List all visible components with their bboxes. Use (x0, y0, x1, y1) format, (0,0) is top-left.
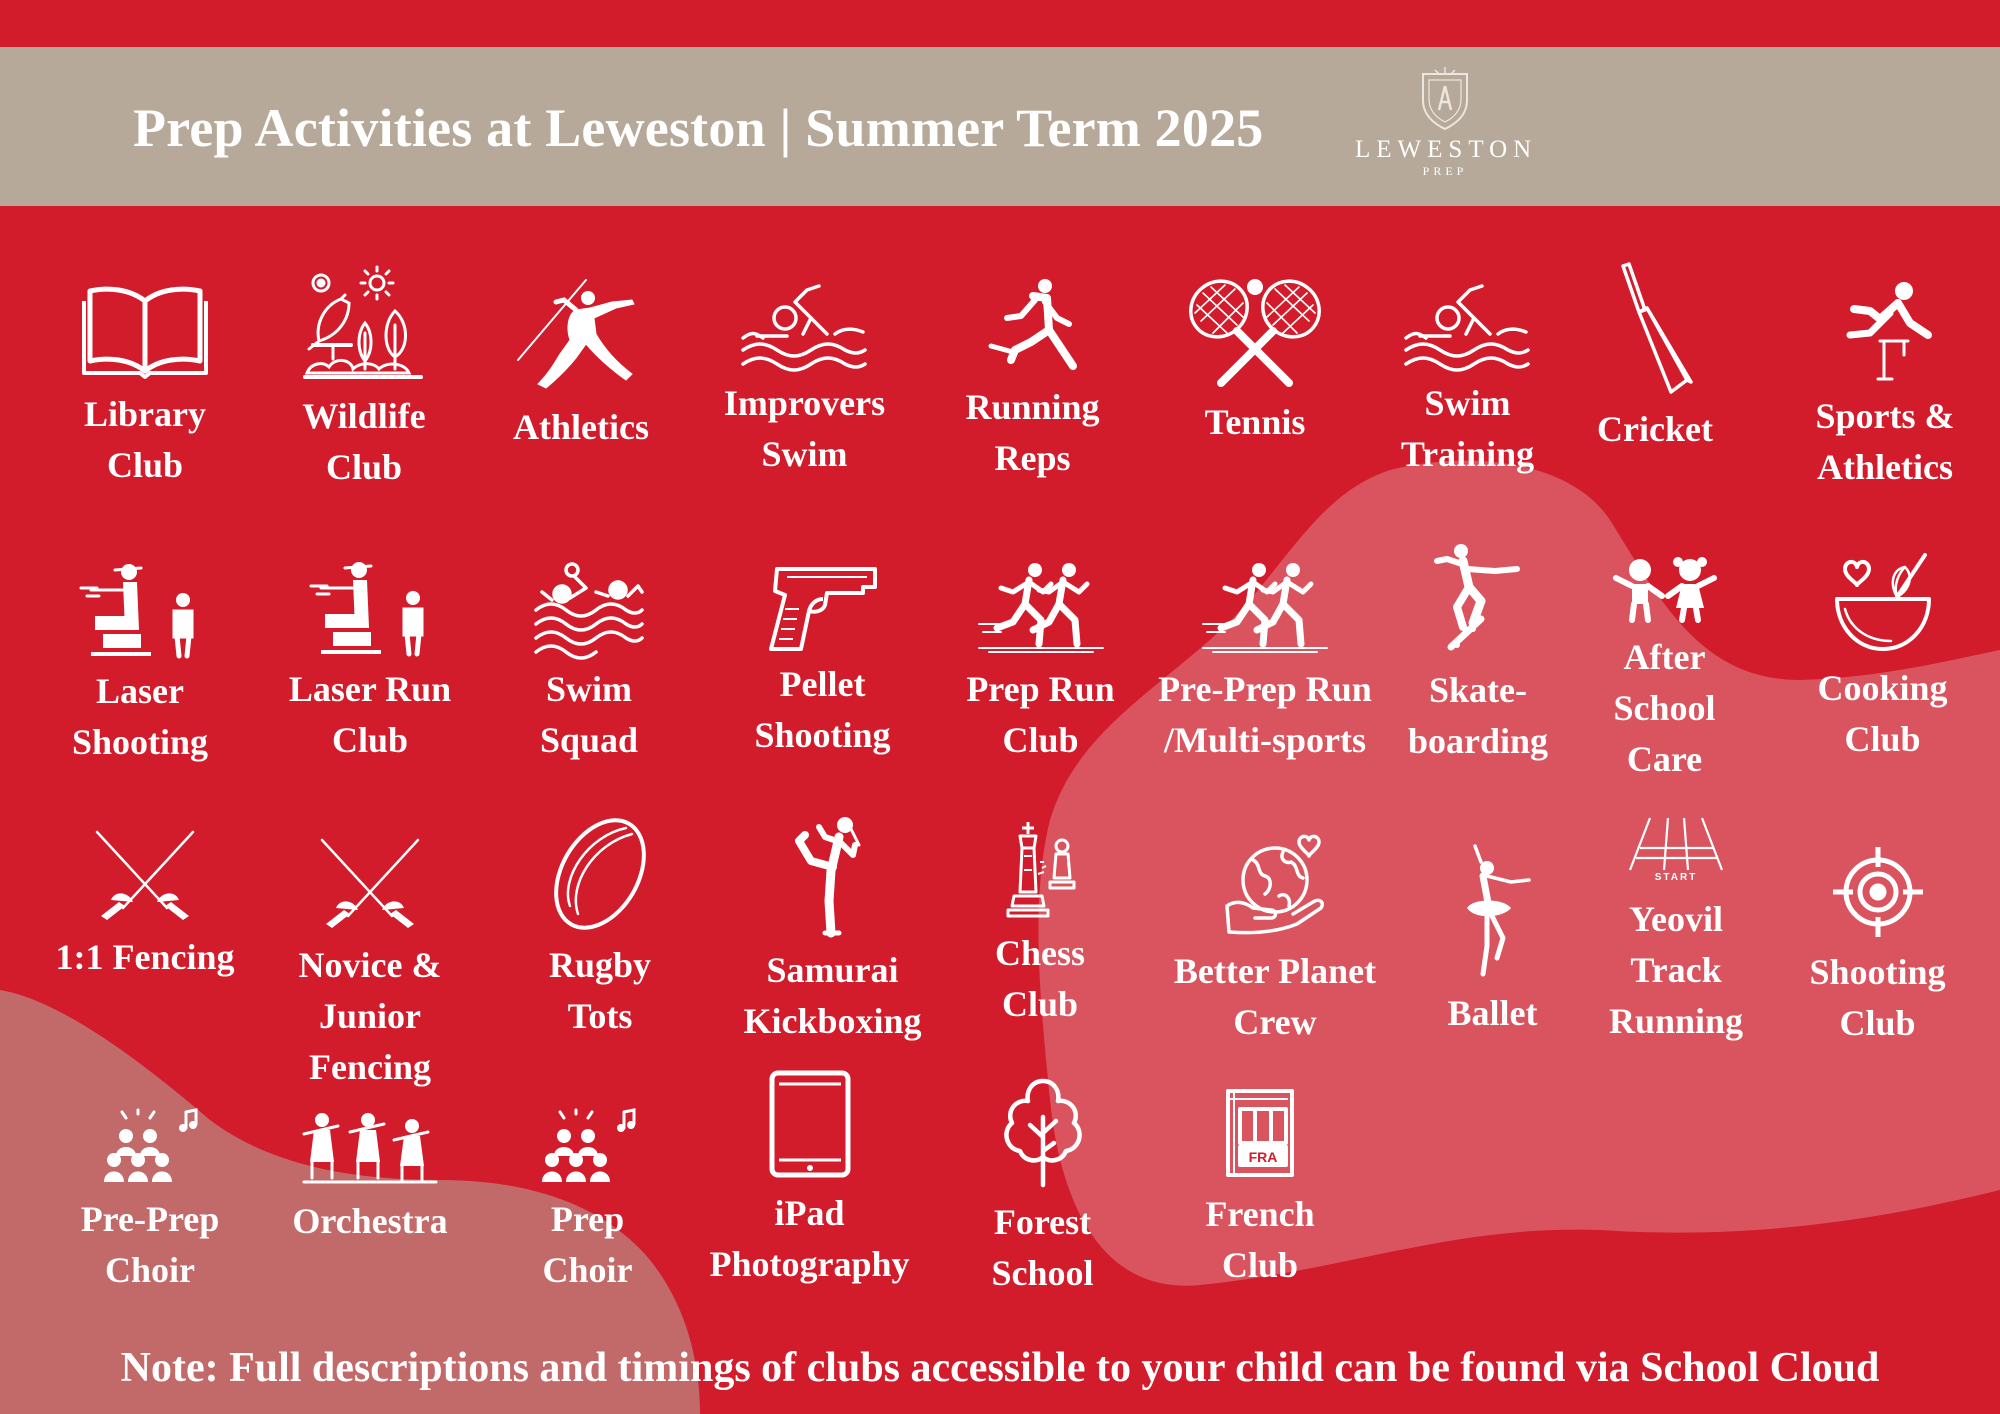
crossed-swords-icon (320, 838, 420, 930)
activity-label: Swim Training (1400, 383, 1535, 474)
activity-label: Running Reps (965, 387, 1100, 478)
activity-label: Pre-Prep Run /Multi-sports (1158, 669, 1372, 760)
activity-tile-yeovil-track-running (1596, 818, 1756, 1047)
activity-tile-prep-run-club (953, 562, 1128, 766)
activity-tile-sports-athletics (1800, 281, 1970, 493)
activity-tile-cricket (1585, 264, 1725, 455)
activity-tile-running-reps (945, 278, 1120, 484)
activity-tile-chess-club (965, 822, 1115, 1030)
activity-tile-ipad-photography (702, 1070, 917, 1290)
swimmer-icon (743, 282, 867, 368)
pistol-icon (767, 565, 879, 649)
javelin-icon (506, 280, 656, 392)
activity-tile-french-club (1185, 1087, 1335, 1291)
cricket-bat-icon (1615, 264, 1695, 394)
runner-icon (991, 278, 1075, 372)
chess-pieces-icon (1002, 822, 1078, 918)
activity-tile-1-1-fencing (55, 830, 235, 983)
activity-label: Ballet (1447, 993, 1538, 1033)
hurdler-icon (1840, 281, 1930, 381)
ballerina-icon (1453, 842, 1533, 978)
activity-tile-pre-prep-run-multi-sports (1150, 562, 1380, 766)
activity-tile-ballet (1415, 842, 1570, 1039)
activity-label: Shooting Club (1809, 952, 1946, 1043)
choir-icon (540, 1110, 636, 1184)
tree-icon (1000, 1077, 1086, 1187)
activity-label: Samurai Kickboxing (743, 950, 922, 1041)
activity-tile-swim-squad (514, 562, 664, 766)
activity-label: Forest School (991, 1202, 1094, 1293)
swimmer-icon (1406, 282, 1530, 368)
activity-tile-pellet-shooting (740, 565, 905, 761)
footer-note: Note: Full descriptions and timings of clubs accessible to your child can be found via School Cloud (120, 1345, 1880, 1391)
water-polo-icon (534, 562, 644, 654)
activity-tile-library-club (60, 283, 230, 491)
laser-run-icon (311, 558, 429, 654)
activity-tile-rugby-tots (525, 818, 675, 1042)
laser-shooting-icon (81, 560, 199, 656)
logo-text: LEWESTON (1355, 136, 1538, 163)
french-book-text: FRA (1248, 1149, 1278, 1165)
activity-tile-laser-run-club (285, 558, 455, 766)
activity-label: Laser Shooting (71, 671, 209, 762)
activity-tile-skateboarding (1398, 543, 1558, 767)
two-runners-icon (979, 562, 1103, 654)
tablet-icon (769, 1070, 851, 1178)
activity-tile-better-planet-crew (1160, 836, 1390, 1048)
tennis-rackets-icon (1185, 279, 1325, 387)
target-icon (1833, 847, 1923, 937)
activity-label: Chess Club (994, 933, 1086, 1024)
activity-tile-cooking-club (1800, 553, 1965, 765)
activity-tile-athletics (496, 280, 666, 453)
activity-label: Rugby Tots (548, 945, 652, 1036)
crossed-swords-icon (95, 830, 195, 922)
activity-label: French Club (1205, 1194, 1315, 1285)
wildlife-icon (305, 269, 423, 381)
orchestra-icon (304, 1112, 436, 1186)
activity-label: Swim Squad (539, 669, 639, 760)
activity-label: iPad Photography (709, 1193, 910, 1284)
activity-label: Prep Choir (542, 1199, 633, 1290)
activity-tile-improvers-swim (722, 282, 887, 480)
skateboarder-icon (1433, 543, 1523, 655)
activity-label: Tennis (1204, 402, 1306, 442)
activity-label: Cooking Club (1817, 668, 1948, 759)
activity-tile-swim-training (1385, 282, 1550, 480)
activity-tile-novice-junior-fencing (280, 838, 460, 1093)
rugby-ball-icon (548, 818, 652, 930)
globe-hand-icon (1225, 836, 1325, 936)
two-runners-icon (1203, 562, 1327, 654)
activity-tile-wildlife-club (279, 269, 449, 493)
logo-subtext: PREP (1422, 164, 1468, 178)
leweston-prep-logo (1355, 66, 1538, 192)
french-book-icon (1224, 1087, 1296, 1179)
activity-label: Better Planet Crew (1173, 951, 1377, 1042)
mixing-bowl-icon (1831, 553, 1935, 653)
activity-tile-orchestra (280, 1112, 460, 1247)
activity-label: 1:1 Fencing (55, 937, 235, 977)
track-start-icon (1628, 818, 1724, 884)
activity-label: Library Club (84, 394, 206, 485)
activity-label: Wildlife Club (302, 396, 426, 487)
activity-tile-after-school-care (1587, 556, 1742, 785)
activity-label: Novice & Junior Fencing (298, 945, 442, 1087)
activity-label: Skate- boarding (1407, 670, 1549, 761)
activity-label: Laser Run Club (288, 669, 452, 760)
activity-tile-forest-school (965, 1077, 1120, 1299)
activity-tile-shooting-club (1795, 847, 1960, 1049)
children-icon (1612, 556, 1718, 622)
activity-tile-tennis (1170, 279, 1340, 448)
open-book-icon (80, 283, 210, 379)
activity-tile-laser-shooting (55, 560, 225, 768)
activity-label: Prep Run Club (966, 669, 1115, 760)
track-start-text: START (1654, 872, 1698, 883)
activity-label: After School Care (1613, 637, 1716, 779)
activity-label: Sports & Athletics (1815, 396, 1955, 487)
page-title: Prep Activities at Leweston | Summer Term 2025 (133, 98, 1264, 158)
activity-label: Cricket (1597, 409, 1713, 449)
activity-label: Yeovil Track Running (1608, 899, 1744, 1041)
activity-label: Improvers Swim (723, 383, 886, 474)
choir-icon (102, 1110, 198, 1184)
activity-label: Athletics (513, 407, 649, 447)
activity-tile-samurai-kickboxing (740, 815, 925, 1047)
crest-icon (1417, 66, 1473, 132)
activity-label: Pellet Shooting (754, 664, 891, 755)
activity-label: Orchestra (292, 1201, 448, 1241)
activity-tile-pre-prep-choir (70, 1110, 230, 1296)
kickboxer-icon (795, 815, 871, 935)
activity-label: Pre-Prep Choir (80, 1199, 220, 1290)
activity-tile-prep-choir (515, 1110, 660, 1296)
